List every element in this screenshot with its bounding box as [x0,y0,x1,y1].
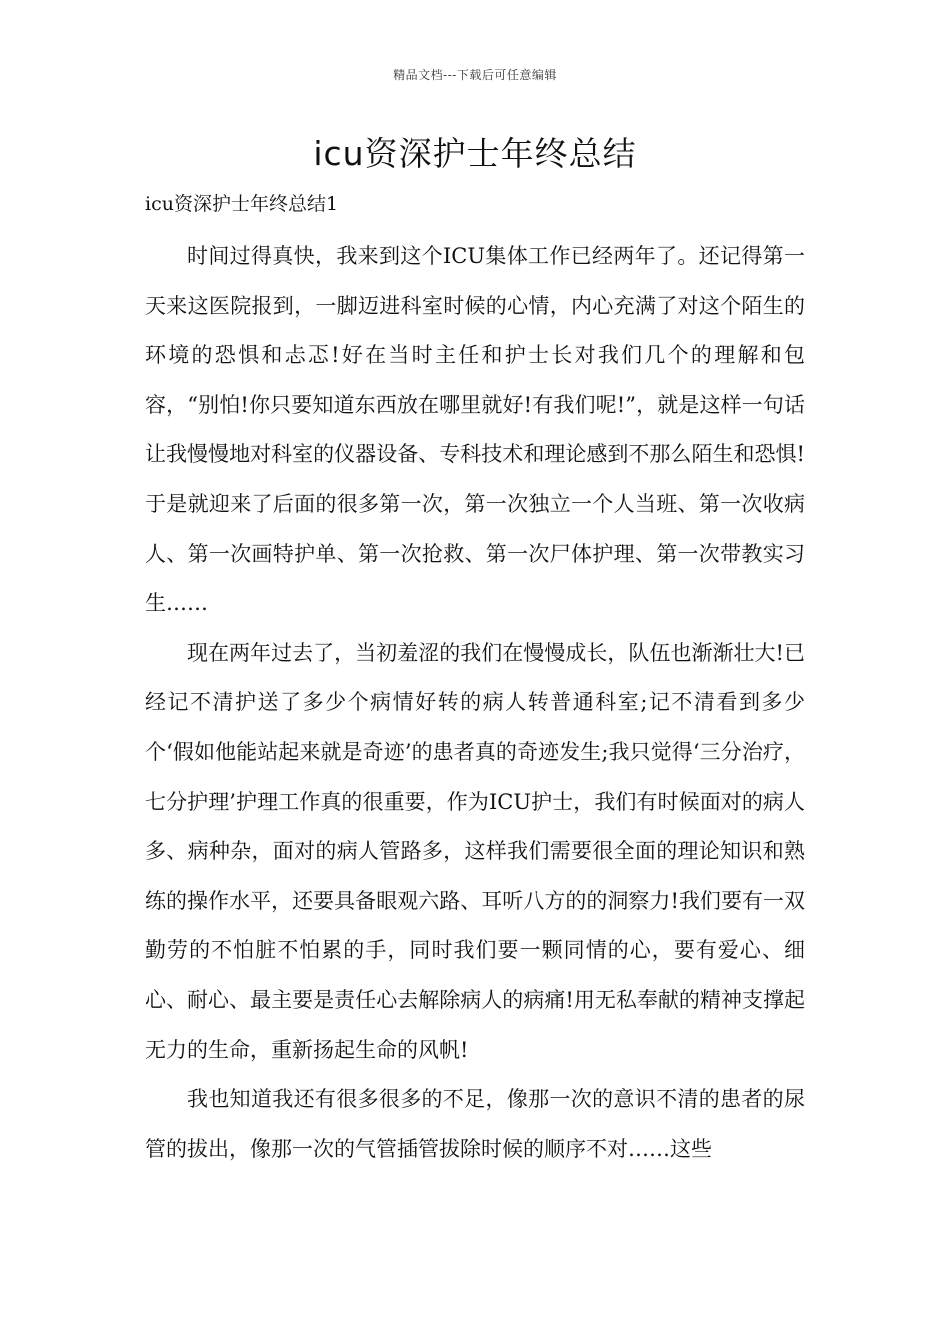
document-title: icu资深护士年终总结 [313,134,637,173]
paragraph-1: 时间过得真快，我来到这个ICU集体工作已经两年了。还记得第一天来这医院报到，一脚迈进科室时候的心情，内心充满了对这个陌生的环境的恐惧和忐忑!好在当时主任和护士长对我们几个的理解和包容，“别怕!你只要知道东西放在哪里就好!有我们呢!”，就是这样一句话让我慢慢地对科室的仪器设备、专科技术和理论感到不那么陌生和恐惧!于是就迎来了后面的很多第一次，第一次独立一个人当班、第一次收病人、第一次画特护单、第一次抢救、第一次尸体护理、第一次带教实习生…… [145,244,805,616]
section-subtitle: icu资深护士年终总结1 [145,193,339,215]
paragraph-2: 现在两年过去了，当初羞涩的我们在慢慢成长，队伍也渐渐壮大!已经记不清护送了多少个病情好转的病人转普通科室;记不清看到多少个‘假如他能站起来就是奇迹’的患者真的奇迹发生;我只觉得‘三分治疗，七分护理’护理工作真的很重要，作为ICU护士，我们有时候面对的病人多、病种杂，面对的病人管路多，这样我们需要很全面的理论知识和熟练的操作水平，还要具备眼观六路、耳听八方的的洞察力!我们要有一双勤劳的不怕脏不怕累的手，同时我们要一颗同情的心，要有爱心、细心、耐心、最主要是责任心去解除病人的病痛!用无私奉献的精神支撑起无力的生命，重新扬起生命的风帆! [145,640,805,1062]
page-header-note: 精品文档---下载后可任意编辑 [393,68,557,82]
document-body [145,126,805,1174]
paragraph-3: 我也知道我还有很多很多的不足，像那一次的意识不清的患者的尿管的拔出，像那一次的气管插管拔除时候的顺序不对……这些 [145,1087,805,1161]
